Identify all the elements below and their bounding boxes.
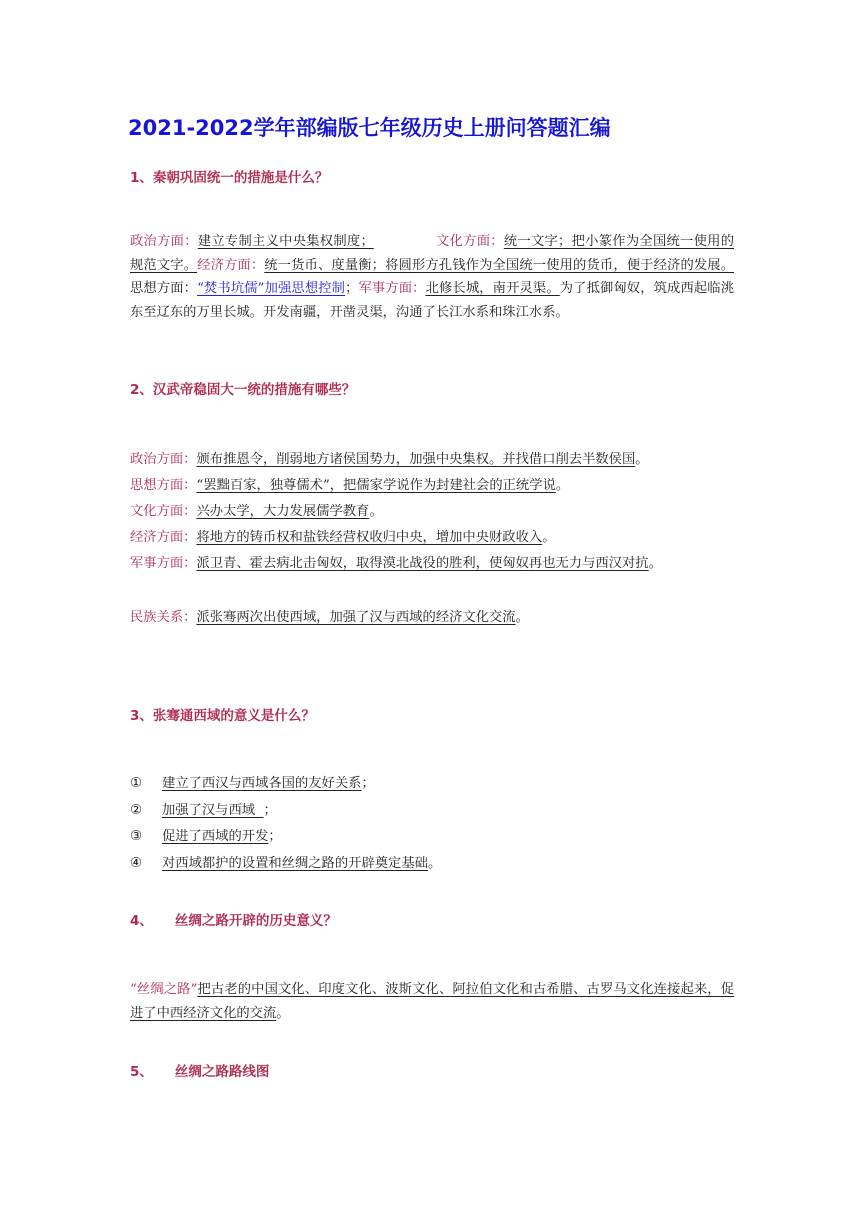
- q2-item-label: 军事方面：: [130, 556, 197, 571]
- q1-military-text: 北修长城，南开灵渠。: [425, 281, 560, 296]
- q1-culture-text: 统一文字；把小篆作为全国统一使用的规范文字。: [130, 234, 735, 273]
- question-2-heading: 2、汉武帝稳固大一统的措施有哪些？: [130, 382, 356, 398]
- q2-item: [130, 474, 734, 498]
- q3-item-text: 对西域都护的设置和丝绸之路的开辟奠定基础: [162, 856, 428, 871]
- q4-number: 4、: [130, 913, 153, 929]
- q3-list-item: [130, 852, 441, 876]
- q1-rest-text: 为了抵御匈奴，筑成西起临洮东至辽东的万里长城。开发南疆，开凿灵渠，沟通了长江水系和珠江水系。: [130, 281, 735, 320]
- q2-item-text: 派卫青、霍去病北击匈奴，取得漠北战役的胜利，使匈奴再也无力与西汉对抗: [196, 556, 649, 571]
- q3-item-number: ④: [130, 856, 142, 871]
- q3-item-number: ②: [130, 803, 142, 818]
- q2-item-text: 兴办太学，大力发展儒学教育: [196, 504, 370, 519]
- q1-politics-text: 建立专制主义中央集权制度；: [197, 234, 374, 249]
- q5-number: 5、: [130, 1064, 153, 1080]
- q2-item-text: 将地方的铸币权和盐铁经营权收归中央，增加中央财政收入: [196, 530, 543, 545]
- question-1-answer: 政治方面：建立专制主义中央集权制度； 文化方面：统一文字；把小篆作为全国统一使用的规范文字。经济方面：统一货币、度量衡；将圆形方孔钱作为全国统一使用的货币，便于经济的发展。思想方面：“焚书坑儒”加强思想控制；军事方面：北修长城，南开灵渠。为了抵御匈奴，筑成西起临洮东至辽东的万里长城。开发南疆，开凿灵渠，沟通了长江水系和珠江水系。: [130, 234, 735, 320]
- q3-item-end: ；: [361, 776, 375, 791]
- document-title: 2021-2022学年部编版七年级历史上册问答题汇编: [128, 116, 611, 140]
- q3-item-number: ①: [130, 776, 142, 791]
- q2-item-text: “罢黜百家，独尊儒术”，把儒家学说作为封建社会的正统学说: [196, 478, 556, 493]
- question-4-heading: [130, 909, 337, 929]
- q3-item-text: 促进了西域的开发: [162, 829, 269, 844]
- question-4-answer: [130, 978, 734, 1025]
- q4-heading-text: 丝绸之路开辟的历史意义？: [174, 913, 337, 929]
- q3-list-item: [130, 772, 375, 796]
- q3-item-end: 。: [427, 856, 442, 871]
- q2-item: [130, 448, 734, 472]
- q1-economy-text: 统一货币、度量衡；将圆形方孔钱作为全国统一使用的货币，便于经济的发展。: [264, 257, 735, 273]
- question-3-heading: 3、张骞通西域的意义是什么？: [130, 708, 315, 724]
- q2-item-end: 。: [515, 610, 529, 625]
- q3-list-item: [130, 799, 277, 823]
- q1-politics-label: 政治方面：: [130, 234, 198, 249]
- q3-item-text: 建立了西汉与西域各国的友好关系: [162, 776, 362, 791]
- q4-label: “丝绸之路”: [130, 982, 198, 997]
- q2-item: [130, 500, 734, 524]
- q2-item-end: 。: [635, 452, 649, 467]
- q2-item-label: 文化方面：: [130, 504, 197, 519]
- q2-item-end: 。: [555, 478, 570, 493]
- q2-item-label: 民族关系：: [130, 610, 197, 625]
- q1-thought-label: 思想方面：: [130, 281, 198, 296]
- q3-item-end: ；: [268, 829, 282, 844]
- q2-item-end: 。: [648, 556, 662, 571]
- q2-item-end: 。: [542, 530, 556, 545]
- q3-item-end: ；: [263, 803, 277, 818]
- q2-item-text: 颁布推恩令，削弱地方诸侯国势力，加强中央集权。并找借口削去半数侯国: [196, 452, 636, 467]
- q3-list-item: [130, 825, 282, 849]
- q3-item-text: 加强了汉与西域: [162, 803, 264, 818]
- q1-thought-text: “焚书坑儒”加强思想控制: [197, 281, 346, 296]
- q5-heading-text: 丝绸之路路线图: [174, 1064, 270, 1080]
- q2-item-label: 政治方面：: [130, 452, 197, 467]
- question-5-heading: [130, 1060, 269, 1080]
- q2-item: [130, 526, 734, 550]
- q1-military-label: 军事方面：: [358, 281, 426, 296]
- q2-item-text: 派张骞两次出使西域，加强了汉与西域的经济文化交流: [196, 610, 516, 625]
- question-1-heading: 1、秦朝巩固统一的措施是什么？: [130, 170, 329, 186]
- q2-item: [130, 606, 734, 630]
- q2-item-end: 。: [369, 504, 383, 519]
- q4-end: 。: [276, 1005, 290, 1021]
- q1-economy-label: 经济方面：: [197, 257, 265, 273]
- q1-culture-label: 文化方面：: [435, 234, 504, 249]
- q2-item-label: 思想方面：: [130, 478, 197, 493]
- q2-item-label: 经济方面：: [130, 530, 197, 545]
- q4-text: 把古老的中国文化、印度文化、波斯文化、阿拉伯文化和古希腊、古罗马文化连接起来，促进了中西经济文化的交流: [130, 982, 734, 1021]
- q2-item: [130, 552, 734, 576]
- q3-item-number: ③: [130, 829, 142, 844]
